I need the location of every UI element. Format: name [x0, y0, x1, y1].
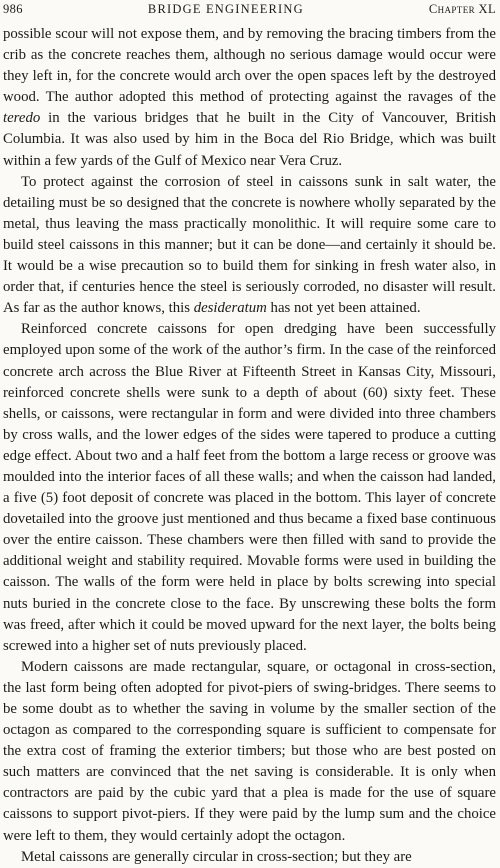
- paragraph: [3, 847, 496, 868]
- italic-term: teredo: [3, 110, 41, 127]
- running-title: BRIDGE ENGINEERING: [147, 2, 304, 16]
- text-run: Reinforced concrete caissons for open dredging have been successfully employed upon some of the work of the author’s firm. In the case of the reinforced concrete arch across the Blue River at Fifteenth Street in Kansas City, Missouri, reinforced concrete shells were sunk to a depth of about (60) sixty feet. These shells, or caissons, were rectangular in form and were divided into three chambers by cross walls, and the lower edges of the sides were tapered to produce a cutting edge effect. About two and a half feet from the bottom a large recess or groove was moulded into the interior faces of all these walls; and when the caisson had landed, a five (5) foot deposit of concrete was placed in the bottom. This layer of concrete dovetailed into the groove just mentioned and thus became a fixed base continuous over the entire caisson. These chambers were then filled with sand to provide the additional weight and stability required. Movable forms were used in building the caisson. The walls of the form were held in place by bolts screwing into special nuts buried in the concrete close to the face. By unscrewing these bolts the form was freed, after which it could be moved upward for the next layer, the bolts being screwed into a higher set of nuts previously placed.: [3, 321, 496, 654]
- chapter-label: Chapter XL: [428, 2, 496, 16]
- text-run: Metal caissons are generally circular in cross-section; but they are: [21, 848, 412, 865]
- italic-term: desideratum: [193, 300, 267, 317]
- text-run: possible scour will not expose them, and by removing the bracing timbers from the crib as the concrete reaches them, although no serious damage would occur were they left in, for the concrete would arch over the open spaces left by the destroyed wood. The author adopted this method of protecting against the ravages of the: [3, 26, 496, 106]
- body-text: [3, 24, 496, 868]
- text-run: To protect against the corrosion of steel in caissons sunk in salt water, the detailing must be so designed that the concrete is nowhere wholly separated by the metal, thus leaving the mass practically monolithic. It will require some care to build steel caissons in this manner; but it can be done—and certainly it should be. It would be a wise precaution so to build them for sinking in fresh water also, in order that, if centuries hence the steel is seriously corroded, no disaster will result. As far as the author knows, this: [3, 173, 496, 317]
- running-header: [3, 0, 496, 24]
- text-run: has not yet been attained.: [266, 300, 421, 317]
- paragraph: [3, 319, 496, 657]
- paragraph: [3, 172, 496, 320]
- page-number: 986: [3, 2, 23, 16]
- paragraph: [3, 657, 496, 847]
- text-run: in the various bridges that he built in the City of Vancouver, British Columbia. It was also used by him in the Boca del Rio Bridge, which was built within a few yards of the Gulf of Mexico near Vera Cruz.: [3, 110, 496, 169]
- paragraph: [3, 24, 496, 172]
- text-run: Modern caissons are made rectangular, square, or octagonal in cross-section, the last form being often adopted for pivot-piers of swing-bridges. There seems to be some doubt as to whether the saving in volume by the smaller section of the octagon as compared to the corresponding square is sufficient to compensate for the extra cost of framing the exterior timbers; but those who are best posted on such matters are convinced that the net saving is considerable. It is only when contractors are paid by the cubic yard that a plea is made for the use of square caissons to support pivot-piers. If they were paid by the lump sum and the choice were left to them, they would certainly adopt the octagon.: [3, 658, 496, 844]
